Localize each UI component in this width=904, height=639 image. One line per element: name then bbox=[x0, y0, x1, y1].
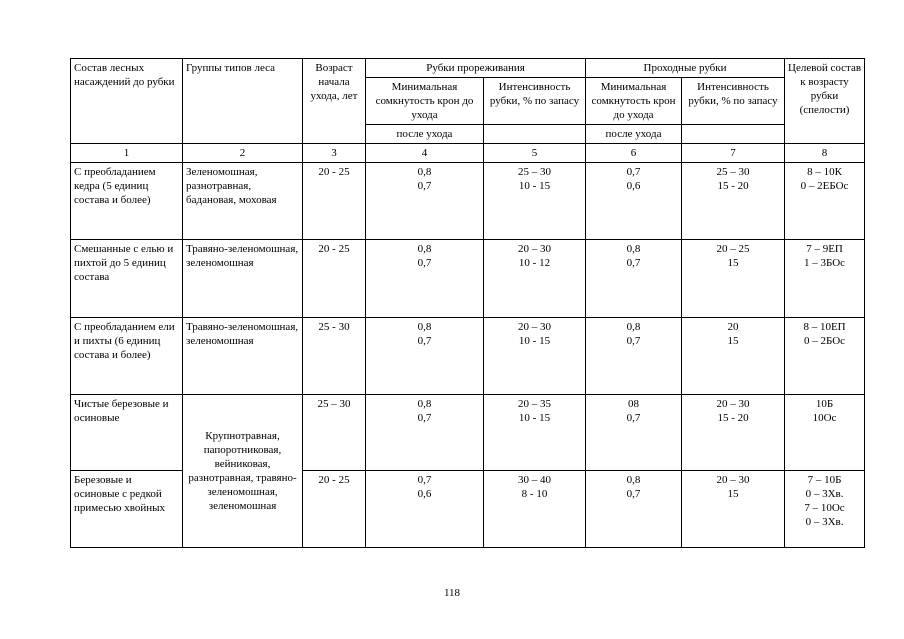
header-after-care-passing: после ухода bbox=[586, 125, 682, 144]
cell-age: 20 - 25 bbox=[303, 471, 366, 548]
header-composition: Состав лесных насаждений до рубки bbox=[71, 59, 183, 144]
header-forest-type: Группы типов леса bbox=[183, 59, 303, 144]
cell-thinning-intensity: 20 – 30 10 - 15 bbox=[484, 318, 586, 395]
cell-forest-type: Зеленомошная, разнотравная, бадановая, моховая bbox=[183, 163, 303, 240]
cell-forest-type: Травяно-зеленомошная, зеленомошная bbox=[183, 318, 303, 395]
column-number: 4 bbox=[366, 144, 484, 163]
cell-target-composition: 10Б 10Ос bbox=[785, 395, 865, 471]
page-number: 118 bbox=[443, 587, 461, 599]
cell-passing-density: 0,8 0,7 bbox=[586, 318, 682, 395]
column-number: 8 bbox=[785, 144, 865, 163]
table-row bbox=[71, 163, 865, 240]
cell-passing-density: 0,7 0,6 bbox=[586, 163, 682, 240]
column-number: 5 bbox=[484, 144, 586, 163]
header-intensity-passing: Интенсивность рубки, % по запасу bbox=[682, 78, 785, 125]
cell-age: 20 - 25 bbox=[303, 163, 366, 240]
column-number: 1 bbox=[71, 144, 183, 163]
cell-target-composition: 8 – 10К 0 – 2ЕБОс bbox=[785, 163, 865, 240]
column-number: 7 bbox=[682, 144, 785, 163]
table-row bbox=[71, 318, 865, 395]
header-thinning: Рубки прореживания bbox=[366, 59, 586, 78]
column-number-row bbox=[71, 144, 865, 163]
header-passing-cuts: Проходные рубки bbox=[586, 59, 785, 78]
cell-passing-density: 0,8 0,7 bbox=[586, 471, 682, 548]
cell-forest-type: Травяно-зеленомошная, зеленомошная bbox=[183, 240, 303, 318]
forest-care-table bbox=[70, 58, 865, 548]
cell-thinning-intensity: 25 – 30 10 - 15 bbox=[484, 163, 586, 240]
cell-passing-intensity: 20 – 30 15 bbox=[682, 471, 785, 548]
cell-composition: Чистые березовые и осиновые bbox=[71, 395, 183, 471]
header-empty-cell bbox=[484, 125, 586, 144]
cell-composition: Березовые и осиновые с редкой примесью хвойных bbox=[71, 471, 183, 548]
column-number: 2 bbox=[183, 144, 303, 163]
column-number: 6 bbox=[586, 144, 682, 163]
cell-passing-intensity: 20 15 bbox=[682, 318, 785, 395]
header-after-care-thinning: после ухода bbox=[366, 125, 484, 144]
cell-thinning-density: 0,8 0,7 bbox=[366, 395, 484, 471]
cell-target-composition: 7 – 9ЕП 1 – 3БОс bbox=[785, 240, 865, 318]
cell-target-composition: 7 – 10Б 0 – 3Хв. 7 – 10Ос 0 – 3Хв. bbox=[785, 471, 865, 548]
cell-thinning-intensity: 30 – 40 8 - 10 bbox=[484, 471, 586, 548]
cell-passing-intensity: 20 – 30 15 - 20 bbox=[682, 395, 785, 471]
cell-thinning-density: 0,7 0,6 bbox=[366, 471, 484, 548]
cell-passing-intensity: 25 – 30 15 - 20 bbox=[682, 163, 785, 240]
cell-passing-density: 08 0,7 bbox=[586, 395, 682, 471]
cell-composition: С преобладанием кедра (5 единиц состава и более) bbox=[71, 163, 183, 240]
header-intensity-thinning: Интенсивность рубки, % по запасу bbox=[484, 78, 586, 125]
cell-age: 25 – 30 bbox=[303, 395, 366, 471]
cell-passing-density: 0,8 0,7 bbox=[586, 240, 682, 318]
cell-thinning-density: 0,8 0,7 bbox=[366, 240, 484, 318]
header-min-density-thinning: Минимальная сомкнутость крон до ухода bbox=[366, 78, 484, 125]
cell-composition: С преобладанием ели и пихты (6 единиц состава и более) bbox=[71, 318, 183, 395]
cell-thinning-intensity: 20 – 30 10 - 12 bbox=[484, 240, 586, 318]
table-row bbox=[71, 240, 865, 318]
cell-thinning-density: 0,8 0,7 bbox=[366, 163, 484, 240]
table-row bbox=[71, 395, 865, 471]
cell-forest-type-merged: Крупнотравная, папоротниковая, вейниковая, разнотравная, травяно-зеленомошная, зеленомошная bbox=[183, 395, 303, 548]
cell-target-composition: 8 – 10ЕП 0 – 2БОс bbox=[785, 318, 865, 395]
cell-age: 25 - 30 bbox=[303, 318, 366, 395]
cell-thinning-intensity: 20 – 35 10 - 15 bbox=[484, 395, 586, 471]
header-empty-cell bbox=[682, 125, 785, 144]
header-target-composition: Целевой состав к возрасту рубки (спелости) bbox=[785, 59, 865, 144]
cell-thinning-density: 0,8 0,7 bbox=[366, 318, 484, 395]
column-number: 3 bbox=[303, 144, 366, 163]
cell-composition: Смешанные с елью и пихтой до 5 единиц состава bbox=[71, 240, 183, 318]
cell-passing-intensity: 20 – 25 15 bbox=[682, 240, 785, 318]
cell-age: 20 - 25 bbox=[303, 240, 366, 318]
header-min-density-passing: Минимальная сомкнутость крон до ухода bbox=[586, 78, 682, 125]
header-age: Возраст начала ухода, лет bbox=[303, 59, 366, 144]
